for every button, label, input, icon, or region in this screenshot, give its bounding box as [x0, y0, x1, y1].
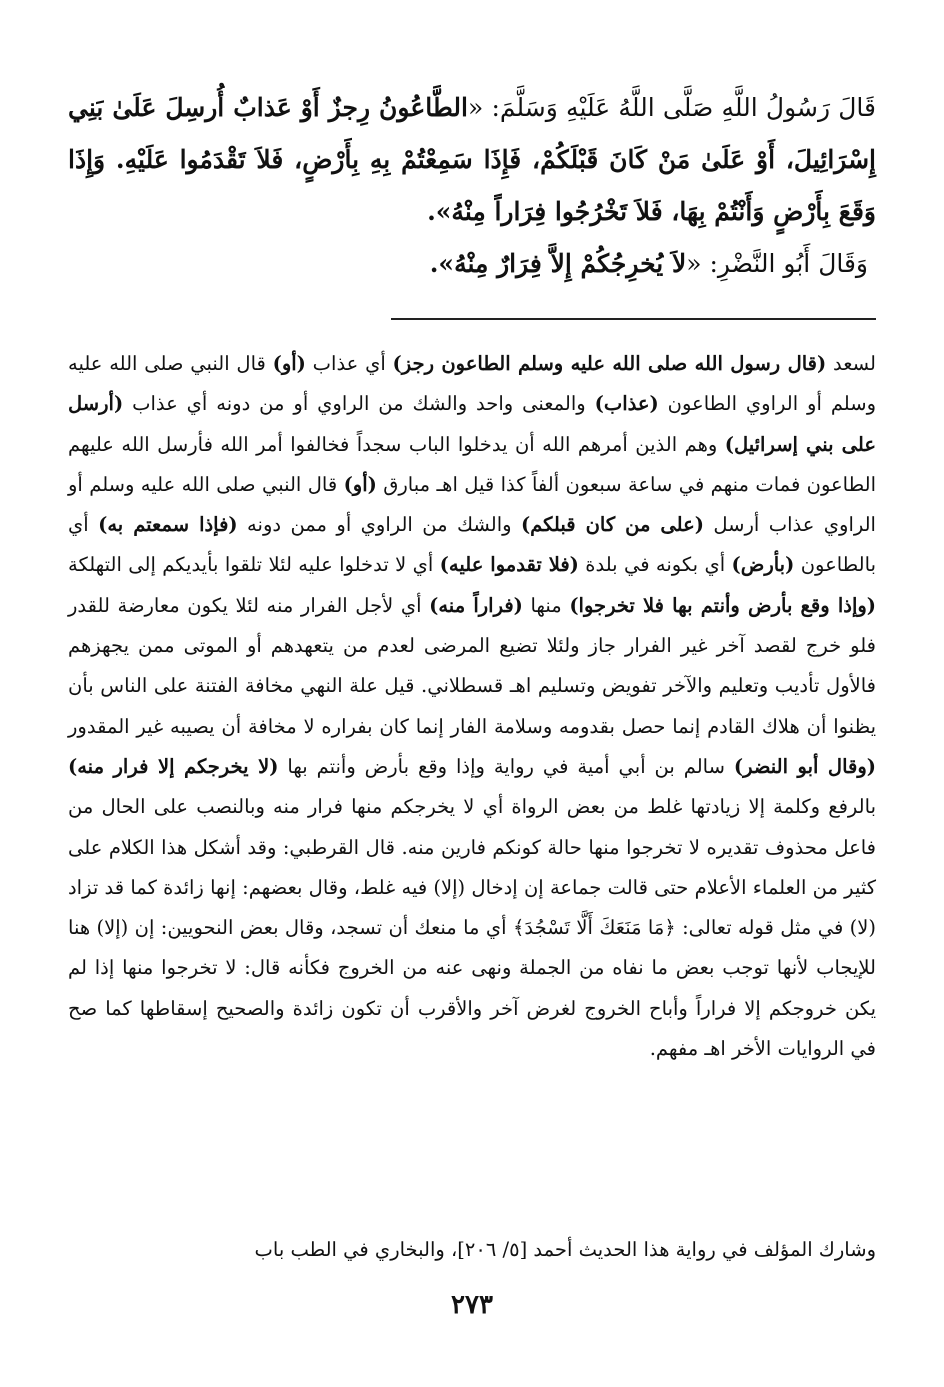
separator-rule	[391, 318, 876, 320]
commentary-quote: (أو)	[343, 472, 377, 496]
commentary-text-part: سالم بن أبي أمية في رواية وإذا وقع بأرض وأنتم بها	[278, 754, 734, 778]
hadith-matn-2: لاَ يُخرِجُكُمْ إِلاَّ فِرَارٌ مِنْهُ	[454, 249, 687, 278]
commentary-text-part: بالرفع وكلمة إلا زيادتها غلط من بعض الرواة أي لا يخرجكم منها فرار منه وبالنصب على الحال من فاعل محذوف تقديره لا تخرجوا منها حالة كونكم فارين منه. قال القرطبي: وقد أشكل هذا الكلام على كثير من العلماء الأعلام حتى قالت جماعة إن إدخال (إلا) فيه غلط، وقال بعضهم: إنها زائدة كما قد تزاد (لا) في مثل قوله تعالى:	[68, 795, 876, 940]
commentary-quote: (وإذا وقع بأرض وأنتم بها فلا تخرجوا)	[569, 593, 877, 617]
commentary-quote: (فراراً منه)	[429, 593, 523, 617]
footnote: وشارك المؤلف في رواية هذا الحديث أحمد [٥/ ٢٠٦]، والبخاري في الطب باب	[254, 1238, 876, 1261]
commentary-quote: (لا يخرجكم إلا فرار منه)	[68, 754, 279, 778]
commentary-quote: (عذاب)	[594, 392, 659, 416]
commentary-quote: (وقال أبو النضر)	[733, 754, 876, 778]
commentary-quote: (فلا تقدموا عليه)	[439, 553, 579, 577]
quran-quote: ﴿مَا مَنَعَكَ أَلَّا تَسْجُدَ﴾	[512, 916, 676, 940]
commentary-text-part: وهم الذين أمرهم الله أن يدخلوا الباب سجداً فخالفوا أمر الله فأرسل الله عليهم الطاعون فمات منهم في ساعة سبعون ألفاً كذا قيل اهـ مبارق	[68, 432, 876, 496]
commentary-text-part: لسعد	[826, 352, 876, 375]
hadith-matn: الطَّاعُونُ رِجزٌ أَوْ عَذابٌ أُرسِلَ عَلَىٰ بَنِي إِسْرَائِيلَ، أَوْ عَلَىٰ مَنْ كَانَ قَبْلَكُمْ، فَإِذَا سَمِعْتُمْ بِهِ بِأَرْضٍ، فَلاَ تَقْدَمُوا عَلَيْهِ. وَإِذَا وَقَعَ بِأَرْضٍ وَأَنْتُمْ بِهَا، فَلاَ تَخْرُجُوا فِرَاراً مِنْهُ	[68, 93, 876, 226]
commentary-text-part: أي لا تدخلوا عليه لئلا تلقوا بأيديكم إلى التهلكة	[68, 553, 440, 577]
commentary-quote: (أو)	[272, 352, 306, 375]
commentary-text-part: أي عذاب	[305, 352, 393, 375]
hadith-intro: قَالَ رَسُولُ اللَّهِ صَلَّى اللَّهُ عَلَيْهِ وَسَلَّمَ: «	[467, 93, 876, 122]
commentary-text-part: والشك من الراوي أو ممن دونه	[237, 513, 521, 537]
commentary-text-part: أي بالطاعون	[68, 513, 876, 577]
hadith-paragraph-2	[68, 238, 876, 290]
commentary-text-part: والمعنى واحد والشك من الراوي أو من دونه أي عذاب	[123, 392, 595, 416]
commentary-text-part: قال النبي صلى الله عليه وسلم أو الراوي عذاب أرسل	[68, 472, 876, 537]
commentary-quote: (أرسل على بني إسرائيل)	[68, 392, 876, 456]
commentary-text-part: أي لأجل الفرار منه لئلا يكون معارضة للقدر فلو خرج لقصد آخر غير الفرار جاز ولئلا تضيع المرضى لعدم من يتعهدهم أو الموتى ممن يجهزهم فالأول تأديب وتعليم والآخر تفويض وتسليم اهـ قسطلاني. قيل علة النهي مخافة الفتنة على الناس بأن يظنوا أن هلاك القادم إنما حصل بقدومه وسلامة الفار إنما كان بفراره لا مخافة أن يصيبه غير المقدور	[68, 593, 876, 738]
hadith-close: ».	[427, 197, 452, 226]
commentary-quote: (بأرض)	[731, 553, 795, 577]
page	[68, 82, 876, 1387]
commentary-text	[68, 344, 876, 1069]
commentary-text-part: منها	[522, 593, 570, 617]
commentary-text-part: أي ما منعك أن تسجد، وقال بعض النحويين: إن (إلا) هنا للإيجاب لأنها توجب بعض ما نفاه من الجملة ونهى عنه من الخروج فكأنه قال: لا تخرجوا منها إذا لم يكن خروجكم إلا فراراً وأباح الخروج لغرض آخر والأقرب أن تكون زائدة والصحيح إسقاطها كما صح في الروايات الأخر اهـ مفهم.	[68, 916, 876, 1061]
hadith-close-2: ».	[429, 249, 455, 278]
commentary-text-part: قال النبي صلى الله عليه وسلم أو الراوي الطاعون	[68, 352, 877, 416]
hadith-intro-2: وَقَالَ أَبُو النَّضْرِ: «	[686, 249, 868, 278]
commentary-quote: (قال رسول الله صلى الله عليه وسلم الطاعون رجز)	[392, 352, 827, 375]
hadith-text	[68, 82, 876, 290]
commentary-text-part: أي بكونه في بلدة	[578, 553, 732, 577]
hadith-paragraph	[68, 82, 876, 238]
commentary-quote: (فإذا سمعتم به)	[98, 513, 238, 537]
page-number: ٢٧٣	[451, 1290, 493, 1320]
commentary-quote: (على من كان قبلكم)	[520, 513, 704, 537]
